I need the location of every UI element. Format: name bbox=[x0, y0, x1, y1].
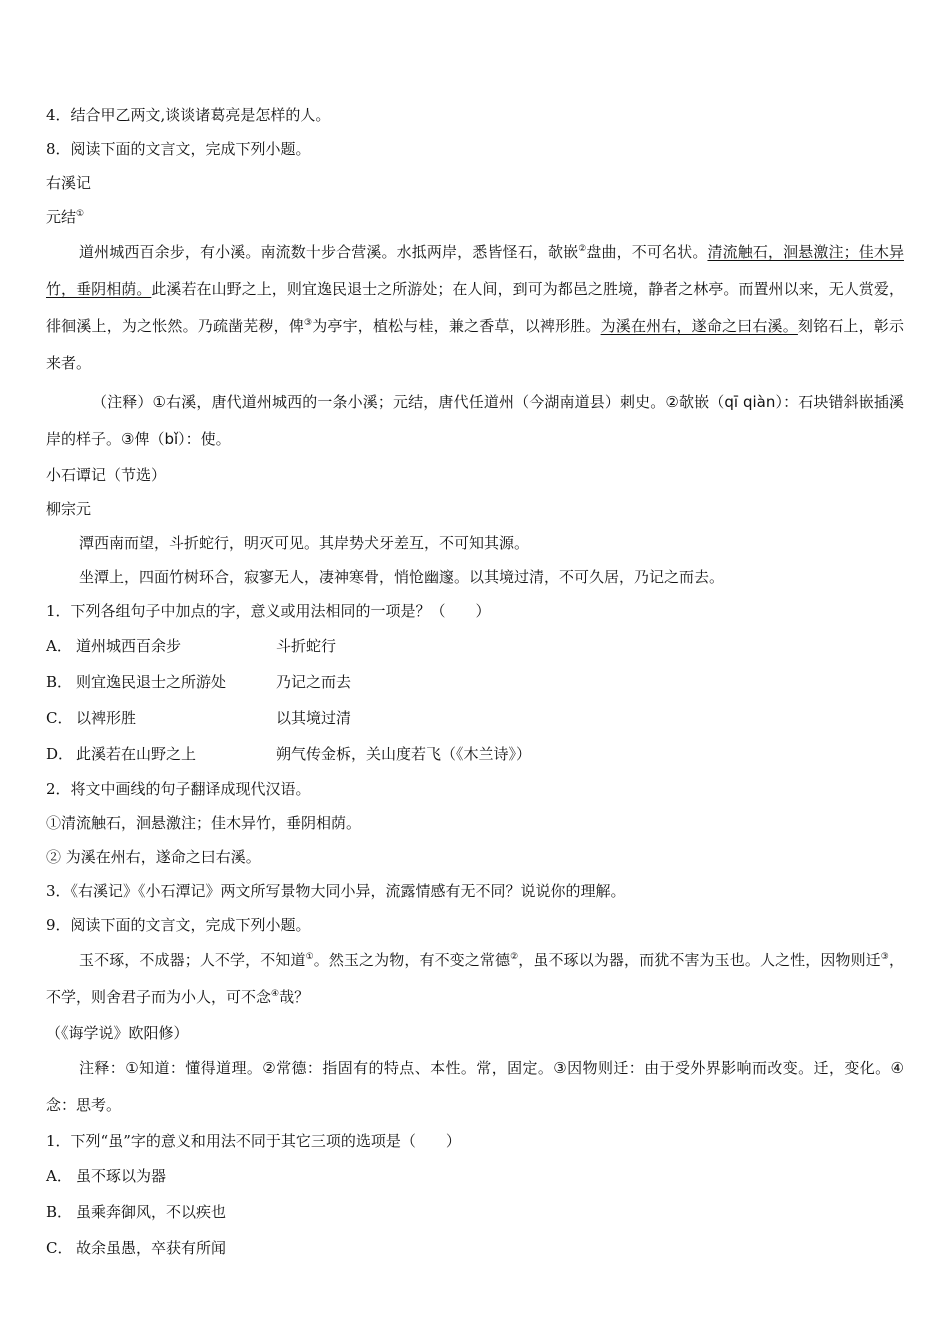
q9-sub1-option-a bbox=[46, 1158, 904, 1194]
footnote-mark: ① bbox=[76, 209, 85, 219]
text-run: ，虽不琢以为器，而犹不害为玉也。人之性，因物则迁 bbox=[518, 951, 881, 969]
q8-sub1-option-b bbox=[46, 664, 904, 700]
text-run: 盘曲，不可名状。 bbox=[586, 243, 708, 261]
underlined-sentence-2: 为溪在州右，遂命之曰右溪。 bbox=[600, 317, 798, 335]
option-text-a: 道州城西百余步 bbox=[76, 637, 182, 655]
footnote-mark: ② bbox=[578, 244, 587, 254]
q9-sub1-stem: 1．下列“虽”字的意义和用法不同于其它三项的选项是（ ） bbox=[46, 1132, 461, 1150]
text2-author: 柳宗元 bbox=[46, 500, 92, 518]
author-name: 元结 bbox=[46, 208, 77, 226]
footnote-mark: ② bbox=[510, 952, 519, 962]
q9-source: （《诲学说》欧阳修） bbox=[46, 1024, 189, 1042]
text1-paragraph bbox=[46, 234, 904, 382]
q8-sub2-stem: 2．将文中画线的句子翻译成现代汉语。 bbox=[46, 780, 311, 798]
text-run: 为亭宇，植松与桂，兼之香草，以裨形胜。 bbox=[312, 317, 601, 335]
q8-sub1-option-a bbox=[46, 628, 904, 664]
option-text-b: 乃记之而去 bbox=[276, 673, 352, 691]
option-label: A． bbox=[46, 637, 72, 655]
option-text-b: 以其境过清 bbox=[276, 709, 352, 727]
question-8-intro: 8．阅读下面的文言文，完成下列小题。 bbox=[46, 140, 311, 158]
text2-paragraph-1: 潭西南而望，斗折蛇行，明灭可见。其岸势犬牙差互，不可知其源。 bbox=[79, 534, 530, 552]
question-4: 4．结合甲乙两文,谈谈诸葛亮是怎样的人。 bbox=[46, 106, 331, 124]
text2-title: 小石谭记（节选） bbox=[46, 466, 167, 484]
text1-title: 右溪记 bbox=[46, 174, 92, 192]
q9-sub1-option-c bbox=[46, 1230, 904, 1266]
footnote-mark: ③ bbox=[304, 318, 313, 328]
option-text-a: 此溪若在山野之上 bbox=[76, 745, 197, 763]
text-run: 刻铭石上，彰示来者。 bbox=[46, 317, 904, 372]
text-run: 玉不琢，不成器；人不学，不知道 bbox=[79, 951, 306, 969]
option-text: 虽不琢以为器 bbox=[76, 1167, 167, 1185]
text1-notes: （注释）①右溪，唐代道州城西的一条小溪；元结，唐代任道州（今湖南道县）刺史。②欹嵌（qī qiàn）：石块错斜嵌插溪岸的样子。③俾（bǐ）：使。 bbox=[46, 393, 904, 448]
footnote-mark: ④ bbox=[271, 989, 280, 999]
q8-sub2-sentence-1: ①清流触石，洄悬激注；佳木异竹，垂阴相荫。 bbox=[46, 814, 362, 832]
text-run: ，不学，则舍君子而为小人，可不念 bbox=[46, 951, 904, 1006]
text-run: 。然玉之为物，有不变之常德 bbox=[313, 951, 511, 969]
footnote-mark: ③ bbox=[880, 952, 889, 962]
option-label: A． bbox=[46, 1167, 72, 1185]
q9-sub1-option-b bbox=[46, 1194, 904, 1230]
question-9-intro: 9．阅读下面的文言文，完成下列小题。 bbox=[46, 916, 311, 934]
q8-sub2-sentence-2: ② 为溪在州右，遂命之曰右溪。 bbox=[46, 848, 261, 866]
option-label: B． bbox=[46, 1203, 73, 1221]
text-run: 道州城西百余步，有小溪。南流数十步合营溪。水抵两岸，悉皆怪石，欹嵌 bbox=[79, 243, 579, 261]
q9-passage bbox=[46, 942, 904, 1016]
option-text-b: 斗折蛇行 bbox=[276, 637, 337, 655]
q8-sub1-option-d bbox=[46, 736, 904, 772]
text1-author bbox=[46, 200, 904, 234]
option-text-a: 以裨形胜 bbox=[76, 709, 137, 727]
text-run: 此溪若在山野之上，则宜逸民退士之所游处；在人间，到可为都邑之胜境，静者之林亭。而置州以来，无人赏爱，徘徊溪上，为之怅然。乃疏凿芜秽，俾 bbox=[46, 280, 904, 335]
option-label: C． bbox=[46, 709, 73, 727]
q8-sub1-stem: 1．下列各组句子中加点的字，意义或用法相同的一项是？（ ） bbox=[46, 602, 491, 620]
option-label: B． bbox=[46, 673, 73, 691]
q8-sub3: 3．《右溪记》《小石潭记》两文所写景物大同小异，流露情感有无不同？说说你的理解。 bbox=[46, 882, 626, 900]
option-text: 虽乘奔御风，不以疾也 bbox=[76, 1203, 227, 1221]
option-label: D． bbox=[46, 745, 74, 763]
option-text: 故余虽愚，卒获有所闻 bbox=[76, 1239, 227, 1257]
text2-paragraph-2: 坐潭上，四面竹树环合，寂寥无人，凄神寒骨，悄怆幽邃。以其境过清，不可久居，乃记之而去。 bbox=[79, 568, 725, 586]
text-run: 哉？ bbox=[279, 988, 310, 1006]
option-label: C． bbox=[46, 1239, 73, 1257]
footnote-mark: ① bbox=[305, 952, 314, 962]
underlined-sentence-1: 清流触石，洄悬激注；佳木异竹，垂阴相荫。 bbox=[46, 243, 904, 298]
option-text-a: 则宜逸民退士之所游处 bbox=[76, 673, 227, 691]
option-text-b: 朔气传金柝，关山度若飞（《木兰诗》） bbox=[276, 745, 532, 763]
q9-notes: 注释：①知道：懂得道理。②常德：指固有的特点、本性。常，固定。③因物则迁：由于受外界影响而改变。迁，变化。④念：思考。 bbox=[46, 1059, 904, 1114]
q8-sub1-option-c bbox=[46, 700, 904, 736]
